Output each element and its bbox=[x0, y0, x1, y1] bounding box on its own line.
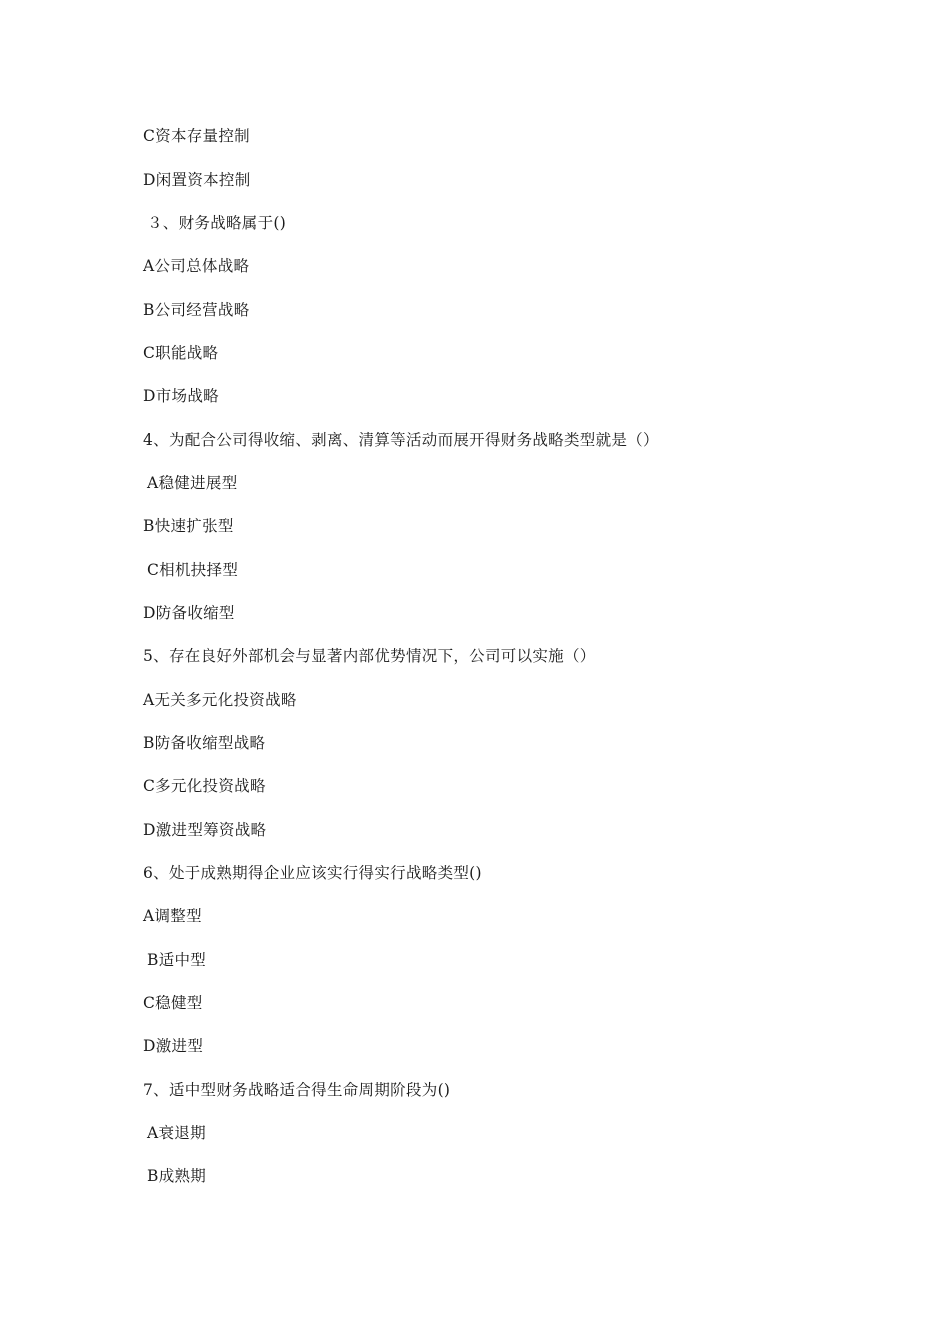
question-6: 6、处于成熟期得企业应该实行得实行战略类型() bbox=[143, 864, 482, 882]
option-b-q5: B防备收缩型战略 bbox=[143, 734, 266, 752]
question-3: ３、财务战略属于() bbox=[147, 214, 287, 232]
question-5: 5、存在良好外部机会与显著内部优势情况下，公司可以实施（） bbox=[143, 647, 596, 665]
option-a-q7: A衰退期 bbox=[147, 1124, 206, 1142]
option-c-q4: C相机抉择型 bbox=[147, 561, 239, 579]
option-d-q3: D市场战略 bbox=[143, 387, 219, 405]
option-b-q6: B适中型 bbox=[147, 951, 207, 969]
question-7: 7、适中型财务战略适合得生命周期阶段为() bbox=[143, 1081, 451, 1099]
option-a-q6: A调整型 bbox=[143, 907, 202, 925]
option-b-q3: B公司经营战略 bbox=[143, 301, 250, 319]
option-d-q5: D激进型筹资战略 bbox=[143, 821, 267, 839]
option-d-q6: D激进型 bbox=[143, 1037, 204, 1055]
option-a-q5: A无关多元化投资战略 bbox=[143, 691, 297, 709]
option-d-q4: D防备收缩型 bbox=[143, 604, 235, 622]
option-a-q4: A稳健进展型 bbox=[147, 474, 238, 492]
option-c-q5: C多元化投资战略 bbox=[143, 777, 266, 795]
option-b-q4: B快速扩张型 bbox=[143, 517, 234, 535]
option-c-q6: C稳健型 bbox=[143, 994, 203, 1012]
option-b-q7: B成熟期 bbox=[147, 1167, 207, 1185]
option-c-q2: C资本存量控制 bbox=[143, 127, 250, 145]
option-d-q2: D闲置资本控制 bbox=[143, 171, 251, 189]
option-a-q3: A公司总体战略 bbox=[143, 257, 250, 275]
question-4: 4、为配合公司得收缩、剥离、清算等活动而展开得财务战略类型就是（） bbox=[143, 431, 659, 449]
option-c-q3: C职能战略 bbox=[143, 344, 219, 362]
